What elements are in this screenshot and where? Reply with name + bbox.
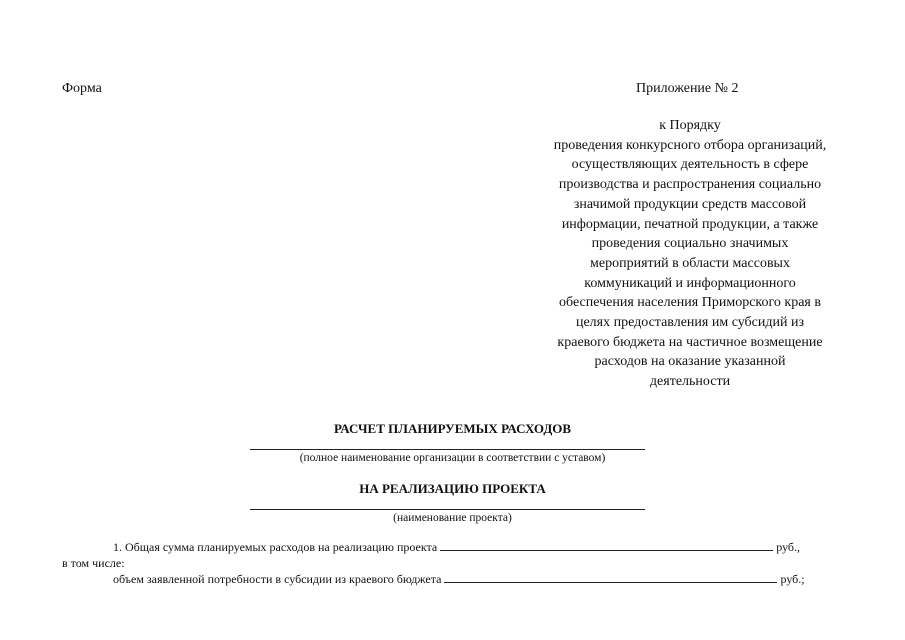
order-line: расходов на оказание указанной (594, 354, 786, 370)
total-amount-row (113, 539, 800, 555)
subsidy-amount-row (113, 571, 805, 587)
order-line: к Порядку (659, 118, 721, 133)
form-label: Форма (62, 81, 102, 96)
project-title: НА РЕАЛИЗАЦИЮ ПРОЕКТА (359, 481, 546, 496)
organization-name-field[interactable] (250, 449, 645, 450)
order-line: обеспечения населения Приморского края в (559, 295, 821, 311)
subsidy-amount-label: объем заявленной потребности в субсидии из краевого бюджета (113, 572, 442, 586)
order-line: проведения конкурсного отбора организаций, (553, 137, 827, 153)
appendix-number: Приложение № 2 (636, 81, 739, 96)
subsidy-amount-field[interactable] (444, 571, 777, 583)
order-line: деятельности (649, 374, 731, 390)
order-line: осуществляющих деятельность в сфере (571, 157, 809, 173)
order-line: информации, печатной продукции, а также (561, 216, 819, 232)
order-reference-block (520, 116, 860, 392)
total-amount-field[interactable] (440, 539, 773, 551)
including-label: в том числе: (62, 556, 125, 570)
order-line: значимой продукции средств массовой (573, 196, 807, 212)
project-name-caption: (наименование проекта) (393, 512, 512, 524)
order-line: краевого бюджета на частичное возмещение (557, 334, 823, 350)
calculation-title: РАСЧЕТ ПЛАНИРУЕМЫХ РАСХОДОВ (333, 421, 572, 436)
subsidy-amount-unit: руб.; (780, 572, 805, 586)
order-line: коммуникаций и информационного (584, 275, 796, 291)
order-line: мероприятий в области массовых (590, 255, 790, 271)
order-line: производства и распространения социально (558, 177, 822, 193)
order-line: целях предоставления им субсидий из (575, 315, 805, 331)
total-amount-unit: руб., (776, 540, 801, 554)
total-amount-label: 1. Общая сумма планируемых расходов на реализацию проекта (113, 540, 438, 554)
organization-name-caption: (полное наименование организации в соответствии с уставом) (299, 452, 606, 464)
order-line: проведения социально значимых (591, 236, 789, 252)
project-name-field[interactable] (250, 509, 645, 510)
